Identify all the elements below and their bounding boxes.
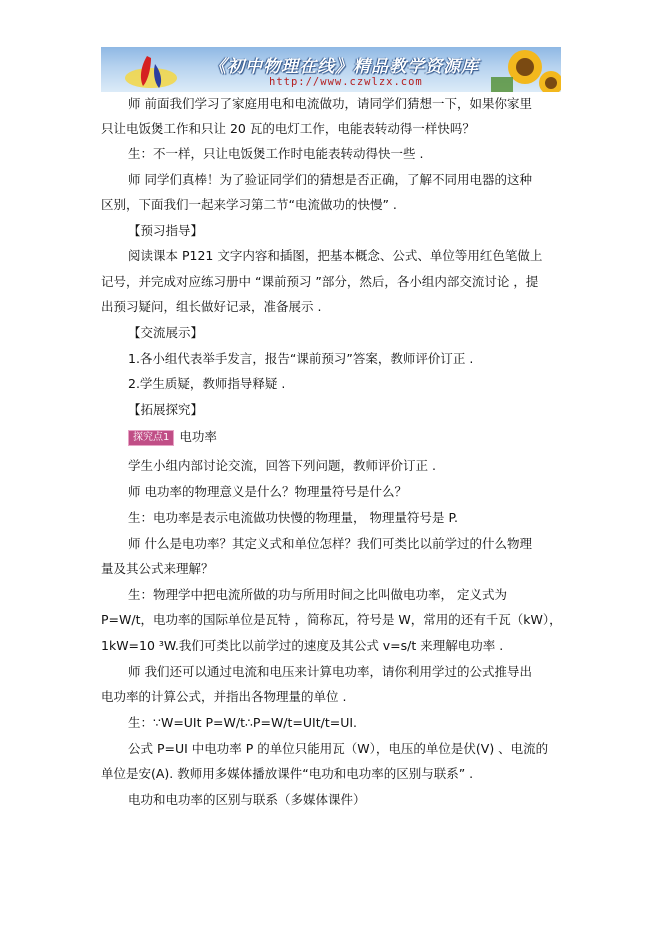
sunflower-icon xyxy=(481,47,561,92)
paragraph-line: 师 电功率的物理意义是什么？物理量符号是什么？ xyxy=(128,484,407,499)
paragraph-line: 生：∵W=UIt P=W/t∴P=W/t=UIt/t=UI. xyxy=(128,715,358,730)
explore-point-badge: 探究点1 xyxy=(128,430,174,446)
header-banner xyxy=(101,47,561,92)
paragraph-line: 师 我们还可以通过电流和电压来计算电功率，请你利用学过的公式推导出 xyxy=(128,664,532,679)
section-heading: 【预习指导】 xyxy=(128,223,204,238)
paragraph-line: 师 前面我们学习了家庭用电和电流做功，请同学们猜想一下，如果你家里 xyxy=(128,96,532,111)
section-heading: 【拓展探究】 xyxy=(128,402,204,417)
section-heading: 【交流展示】 xyxy=(128,325,204,340)
paragraph-line: 单位是安(A). 教师用多媒体播放课件“电功和电功率的区别与联系” . xyxy=(101,766,474,781)
logo-icon xyxy=(121,52,181,92)
paragraph-line: 生：物理学中把电流所做的功与所用时间之比叫做电功率， 定义式为 xyxy=(128,587,507,602)
paragraph-line: 只让电饭煲工作和只让 20 瓦的电灯工作，电能表转动得一样快吗？ xyxy=(101,121,475,136)
banner-url: http://www.czwlzx.com xyxy=(269,76,423,88)
paragraph-line: 电功和电功率的区别与联系（多媒体课件） xyxy=(128,792,366,807)
paragraph-line: 公式 P=UI 中电功率 P 的单位只能用瓦（W），电压的单位是伏(V) 、电流的 xyxy=(128,741,549,756)
paragraph-line: P=W/t，电功率的国际单位是瓦特 ，简称瓦，符号是 W，常用的还有千瓦（kW）， xyxy=(101,612,562,627)
paragraph-line: 量及其公式来理解？ xyxy=(101,561,214,576)
paragraph-line: 出预习疑问，组长做好记录，准备展示 . xyxy=(101,299,322,314)
banner-title: 《初中物理在线》精品教学资源库 xyxy=(209,57,479,77)
list-item: 1.各小组代表举手发言，报告“课前预习”答案，教师评价订正 . xyxy=(128,351,474,366)
list-item: 2.学生质疑，教师指导释疑 . xyxy=(128,376,286,391)
paragraph-line: 记号，并完成对应练习册中 “课前预习 ”部分，然后，各小组内部交流讨论 ，提 xyxy=(101,274,539,289)
paragraph-line: 区别，下面我们一起来学习第二节“电流做功的快慢” . xyxy=(101,197,397,212)
paragraph-line: 师 同学们真棒！为了验证同学们的猜想是否正确，了解不同用电器的这种 xyxy=(128,172,532,187)
paragraph-line: 电功率的计算公式，并指出各物理量的单位 . xyxy=(101,689,347,704)
paragraph-line: 师 什么是电功率？其定义式和单位怎样？我们可类比以前学过的什么物理 xyxy=(128,536,532,551)
paragraph-line: 1kW=10 ³W.我们可类比以前学过的速度及其公式 v=s/t 来理解电功率 . xyxy=(101,638,504,653)
paragraph-line: 学生小组内部讨论交流，回答下列问题，教师评价订正 . xyxy=(128,458,436,473)
explore-point-heading xyxy=(128,429,217,446)
explore-point-title: 电功率 xyxy=(179,429,217,444)
paragraph-line: 生：电功率是表示电流做功快慢的物理量， 物理量符号是 P. xyxy=(128,510,459,525)
paragraph-line: 阅读课本 P121 文字内容和插图，把基本概念、公式、单位等用红色笔做上 xyxy=(128,248,543,263)
paragraph-line: 生：不一样，只让电饭煲工作时电能表转动得快一些 . xyxy=(128,146,424,161)
